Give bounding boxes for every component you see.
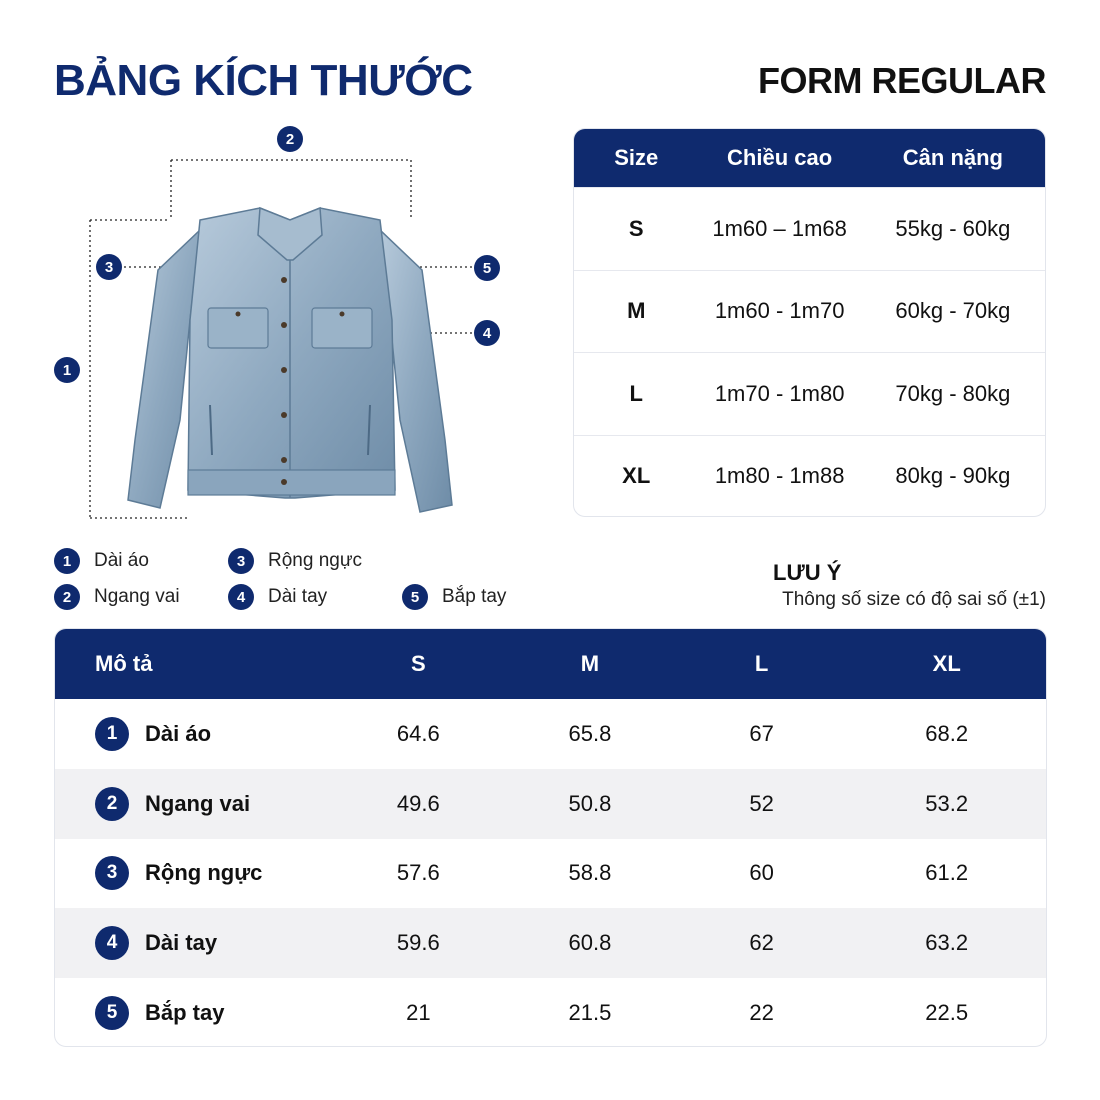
- table-row: [55, 908, 1046, 978]
- weight-value: 70kg - 80kg: [895, 380, 1011, 406]
- page-title: BẢNG KÍCH THƯỚC: [54, 56, 473, 105]
- legend-badge: 1: [54, 548, 80, 574]
- weight-value: 55kg - 60kg: [895, 215, 1011, 241]
- header-s: S: [410, 651, 426, 676]
- cell-xl: 53.2: [925, 790, 969, 816]
- legend-badge: 2: [54, 584, 80, 610]
- legend-item: [228, 548, 362, 574]
- cell-s: 64.6: [396, 720, 440, 746]
- measure-badge-2: 2: [277, 126, 303, 152]
- size-value: S: [628, 215, 644, 241]
- header-xl: XL: [932, 651, 961, 676]
- cell-s: 49.6: [396, 790, 440, 816]
- form-label: FORM REGULAR: [758, 60, 1046, 101]
- header-desc-label: Mô tả: [95, 651, 153, 676]
- height-value: 1m80 - 1m88: [714, 463, 845, 489]
- cell-xl: 22.5: [925, 1000, 969, 1026]
- row-label: Dài tay: [145, 930, 218, 956]
- row-badge: 2: [95, 787, 129, 821]
- row-label: Ngang vai: [145, 790, 251, 816]
- weight-value: 60kg - 70kg: [895, 298, 1011, 324]
- measure-badge-1: 1: [54, 357, 80, 383]
- legend-badge: 3: [228, 548, 254, 574]
- legend-label: Ngang vai: [94, 586, 180, 607]
- cell-l: 52: [749, 790, 774, 816]
- legend-item: [402, 584, 506, 610]
- weight-value: 80kg - 90kg: [895, 463, 1011, 489]
- note-text: Thông số size có độ sai số (±1): [782, 589, 1046, 610]
- header-desc: [55, 651, 333, 677]
- size-row: [574, 270, 1045, 353]
- header-m: M: [580, 651, 600, 676]
- legend-badge: 4: [228, 584, 254, 610]
- cell-l: 62: [749, 930, 774, 956]
- cell-m: 65.8: [568, 720, 612, 746]
- cell-s: 21: [406, 1000, 431, 1026]
- cell-s: 59.6: [396, 930, 440, 956]
- row-label: Bắp tay: [145, 1000, 225, 1026]
- measure-badge-5: 5: [474, 255, 500, 281]
- table-row: [55, 769, 1046, 839]
- cell-m: 50.8: [568, 790, 612, 816]
- size-value: L: [629, 380, 643, 406]
- row-badge: 1: [95, 717, 129, 751]
- header-l: L: [754, 651, 769, 676]
- cell-m: 21.5: [568, 1000, 612, 1026]
- header-weight: Cân nặng: [902, 145, 1003, 170]
- size-table-header: [574, 129, 1045, 187]
- row-desc: [55, 926, 333, 960]
- legend-label: Dài áo: [94, 550, 149, 571]
- measure-badge-4: 4: [474, 320, 500, 346]
- size-row: [574, 187, 1045, 270]
- size-chart-table: [573, 128, 1046, 517]
- cell-l: 22: [749, 1000, 774, 1026]
- measurement-table: [54, 628, 1047, 1047]
- row-label: Dài áo: [145, 720, 212, 746]
- legend-item: [54, 584, 180, 610]
- legend-badge: 5: [402, 584, 428, 610]
- size-row: [574, 352, 1045, 435]
- note-title: LƯU Ý: [773, 560, 842, 585]
- legend-item: [54, 548, 149, 574]
- table-row: [55, 978, 1046, 1047]
- legend-label: Rộng ngực: [268, 550, 363, 571]
- legend-item: [228, 584, 327, 610]
- table-row: [55, 839, 1046, 909]
- header-size: Size: [614, 145, 659, 170]
- cell-xl: 61.2: [925, 860, 969, 886]
- cell-l: 60: [749, 860, 774, 886]
- size-row: [574, 435, 1045, 518]
- row-badge: 4: [95, 926, 129, 960]
- cell-m: 60.8: [568, 930, 612, 956]
- row-desc: [55, 717, 333, 751]
- size-value: M: [627, 298, 646, 324]
- height-value: 1m60 - 1m70: [714, 298, 845, 324]
- size-value: XL: [622, 463, 651, 489]
- row-badge: 3: [95, 856, 129, 890]
- header-height: Chiều cao: [727, 145, 833, 170]
- legend-label: Dài tay: [268, 586, 328, 607]
- row-badge: 5: [95, 996, 129, 1030]
- measurement-table-header: [55, 629, 1046, 699]
- cell-l: 67: [749, 720, 774, 746]
- denim-jacket-icon: [40, 120, 540, 540]
- row-desc: [55, 996, 333, 1030]
- table-row: [55, 699, 1046, 769]
- cell-m: 58.8: [568, 860, 612, 886]
- jacket-shape: [128, 208, 452, 512]
- legend-label: Bắp tay: [442, 586, 507, 607]
- height-value: 1m60 – 1m68: [712, 215, 847, 241]
- cell-s: 57.6: [396, 860, 440, 886]
- row-desc: [55, 856, 333, 890]
- row-label: Rộng ngực: [145, 860, 263, 886]
- row-desc: [55, 787, 333, 821]
- height-value: 1m70 - 1m80: [714, 380, 845, 406]
- jacket-illustration: [40, 120, 540, 540]
- cell-xl: 68.2: [925, 720, 969, 746]
- measure-badge-3: 3: [96, 254, 122, 280]
- cell-xl: 63.2: [925, 930, 969, 956]
